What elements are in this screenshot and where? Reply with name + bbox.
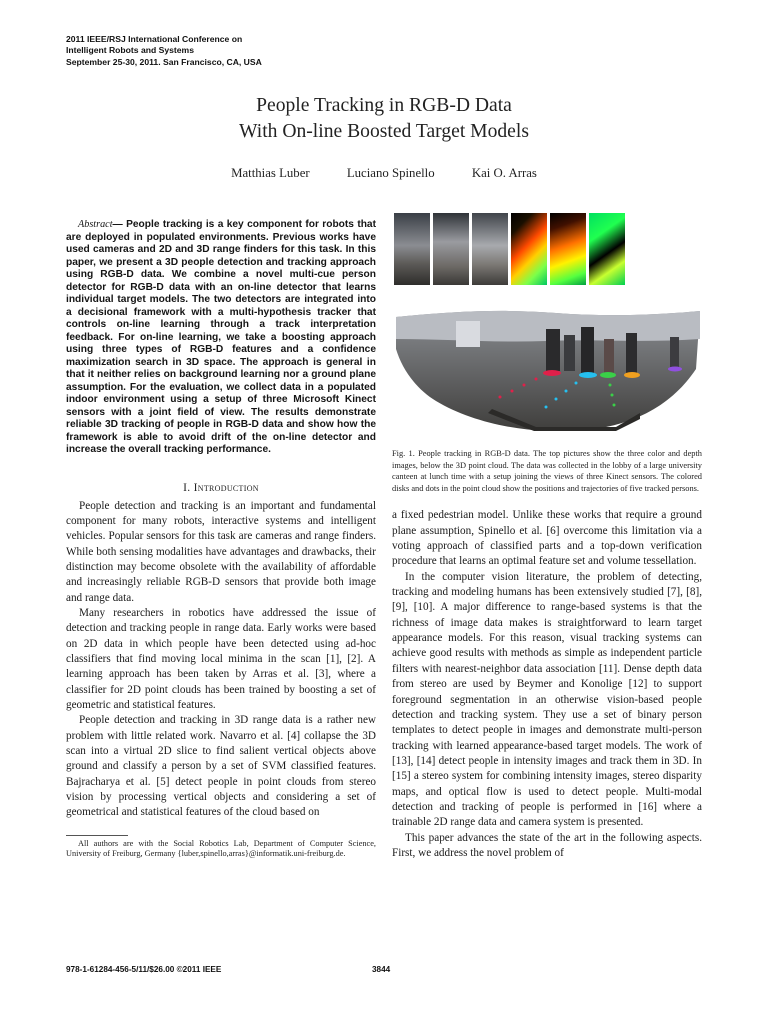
- footnote: All authors are with the Social Robotics Lab, Department of Computer Science, University of Freiburg, Germany {luber,spinello,arras}@informatik.uni-freiburg.de.: [66, 838, 376, 859]
- author-name: Matthias Luber: [231, 166, 310, 180]
- abstract: [66, 219, 376, 457]
- depth-image: [550, 213, 586, 285]
- figure-caption: Fig. 1. People tracking in RGB-D data. The top pictures show the three color and depth images, below the 3D point cloud. The data was collected in the lobby of a large university canteen at lunch time with a setup joining the views of three Kinect sensors. The colored disks and dots in the point cloud show the positions and trajectories of five tracked persons.: [392, 449, 702, 493]
- paragraph: This paper advances the state of the art in the following aspects. First, we address the novel problem of: [392, 831, 702, 859]
- color-image: [472, 213, 508, 285]
- section-heading: [66, 482, 376, 494]
- left-column: [66, 219, 376, 860]
- paper-title: [0, 93, 768, 145]
- copyright-line: 978-1-61284-456-5/11/$26.00 ©2011 IEEE: [66, 965, 222, 974]
- figure-1-image: [392, 213, 702, 436]
- conference-line-2: Intelligent Robots and Systems: [66, 45, 194, 56]
- footnote-divider: [66, 835, 128, 836]
- right-column: [392, 213, 702, 861]
- title-line-1: People Tracking in RGB-D Data: [256, 95, 512, 116]
- title-line-2: With On-line Boosted Target Models: [239, 121, 529, 142]
- color-image: [433, 213, 469, 285]
- depth-image: [589, 213, 625, 285]
- paragraph: Many researchers in robotics have addressed the issue of detection and tracking people in range data. Early works were based on 2D data in which people have been detected using ad-hoc classifiers that find moving local minima in the scan [1], [2]. A learning approach has been taken by Arras et al. [3], where a classifier for 2D point clouds has been trained by boosting a set of geometric and statistical features.: [66, 606, 376, 711]
- paragraph: a fixed pedestrian model. Unlike these works that require a ground plane assumption, Spinello et al. [6] overcome this limitation via a voting approach of classified parts and a top-down verification procedure that learns an optimal feature set and volume tessellation.: [392, 509, 702, 568]
- conference-line-3: September 25-30, 2011. San Francisco, CA, USA: [66, 56, 262, 67]
- paragraph: People detection and tracking is an important and fundamental component for many robots, interactive systems and intelligent vehicles. Popular sensors for this task are cameras and range finders. While both sensing modalities have advantages and drawbacks, their distinction may become obsolete with the availability of affordable and increasingly reliable RGB-D sensors that provide both image and range data.: [66, 499, 376, 604]
- author-name: Luciano Spinello: [346, 166, 435, 180]
- sensor-image-strip: [394, 213, 702, 285]
- conference-line-1: 2011 IEEE/RSJ International Conference on: [66, 34, 243, 44]
- author-name: Kai O. Arras: [471, 166, 537, 180]
- section-numeral: I.: [183, 481, 191, 494]
- paragraph: In the computer vision literature, the problem of detecting, tracking and modeling humans has been extensively studied [7], [8], [9], [10]. A major difference to range-based systems is that the richness of image data makes is straightforward to learn target appearance models. For this reason, visual tracking systems can achieve good results with methods as simple as independent particle filters with nearest-neighbor data association [11]. Dense depth data from stereo are used by Beymer and Konolige [12] to support foreground segmentation in an otherwise vision-based people detection and tracking system. They use a set of binary person templates to detect people in images and demonstrate multi-person tracking with learned appearance-based target models. The work of [13], [14] detect people in intensity images and track them in 3D. In [15] a stereo system for combining intensity images, stereo disparity maps, and optical flow is used to detect people. Multi-modal detection and tracking of people is performed in [16] where a trainable 2D range data and camera system is presented.: [392, 570, 702, 829]
- page-number: 3844: [372, 965, 391, 974]
- section-title: Introduction: [193, 481, 259, 494]
- color-image: [394, 213, 430, 285]
- author-list: [0, 166, 768, 181]
- depth-image: [511, 213, 547, 285]
- point-cloud-image: [396, 309, 700, 433]
- paragraph: People detection and tracking in 3D range data is a rather new problem with little related work. Navarro et al. [4] collapse the 3D scan into a virtual 2D slice to find salient vertical objects above ground and classify a person by a set of SVM classified features. Bajracharya et al. [5] detect people in point clouds from stereo vision by processing vertical objects and considering a set of geometrical and statistical features of the cloud based on: [66, 714, 376, 819]
- conference-info: [66, 34, 366, 68]
- abstract-text: — People tracking is a key component for robots that are deployed in populated environments. Previous works have used cameras and 2D and 3D range finders for this task. In this paper, we present a 3D people detection and tracking approach using RGB-D data. We combine a novel multi-cue person detector for RGB-D data with an on-line detector that learns individual target models. The two detectors are integrated into a decisional framework with a multi-hypothesis tracker that controls on-line learning through a track interpretation feedback. For on-line learning, we take a boosting approach using three types of RGB-D features and a confidence maximization search in 3D space. The approach is general in that it neither relies on background learning nor a ground plane assumption. For the evaluation, we collect data in a populated indoor environment using a setup of three Microsoft Kinect sensors with a joint field of view. The results demonstrate reliable 3D tracking of people in RGB-D data and show how the framework is able to avoid drift of the on-line detector and increase the overall tracking performance.: [66, 219, 376, 455]
- abstract-lead: Abstract: [78, 219, 113, 230]
